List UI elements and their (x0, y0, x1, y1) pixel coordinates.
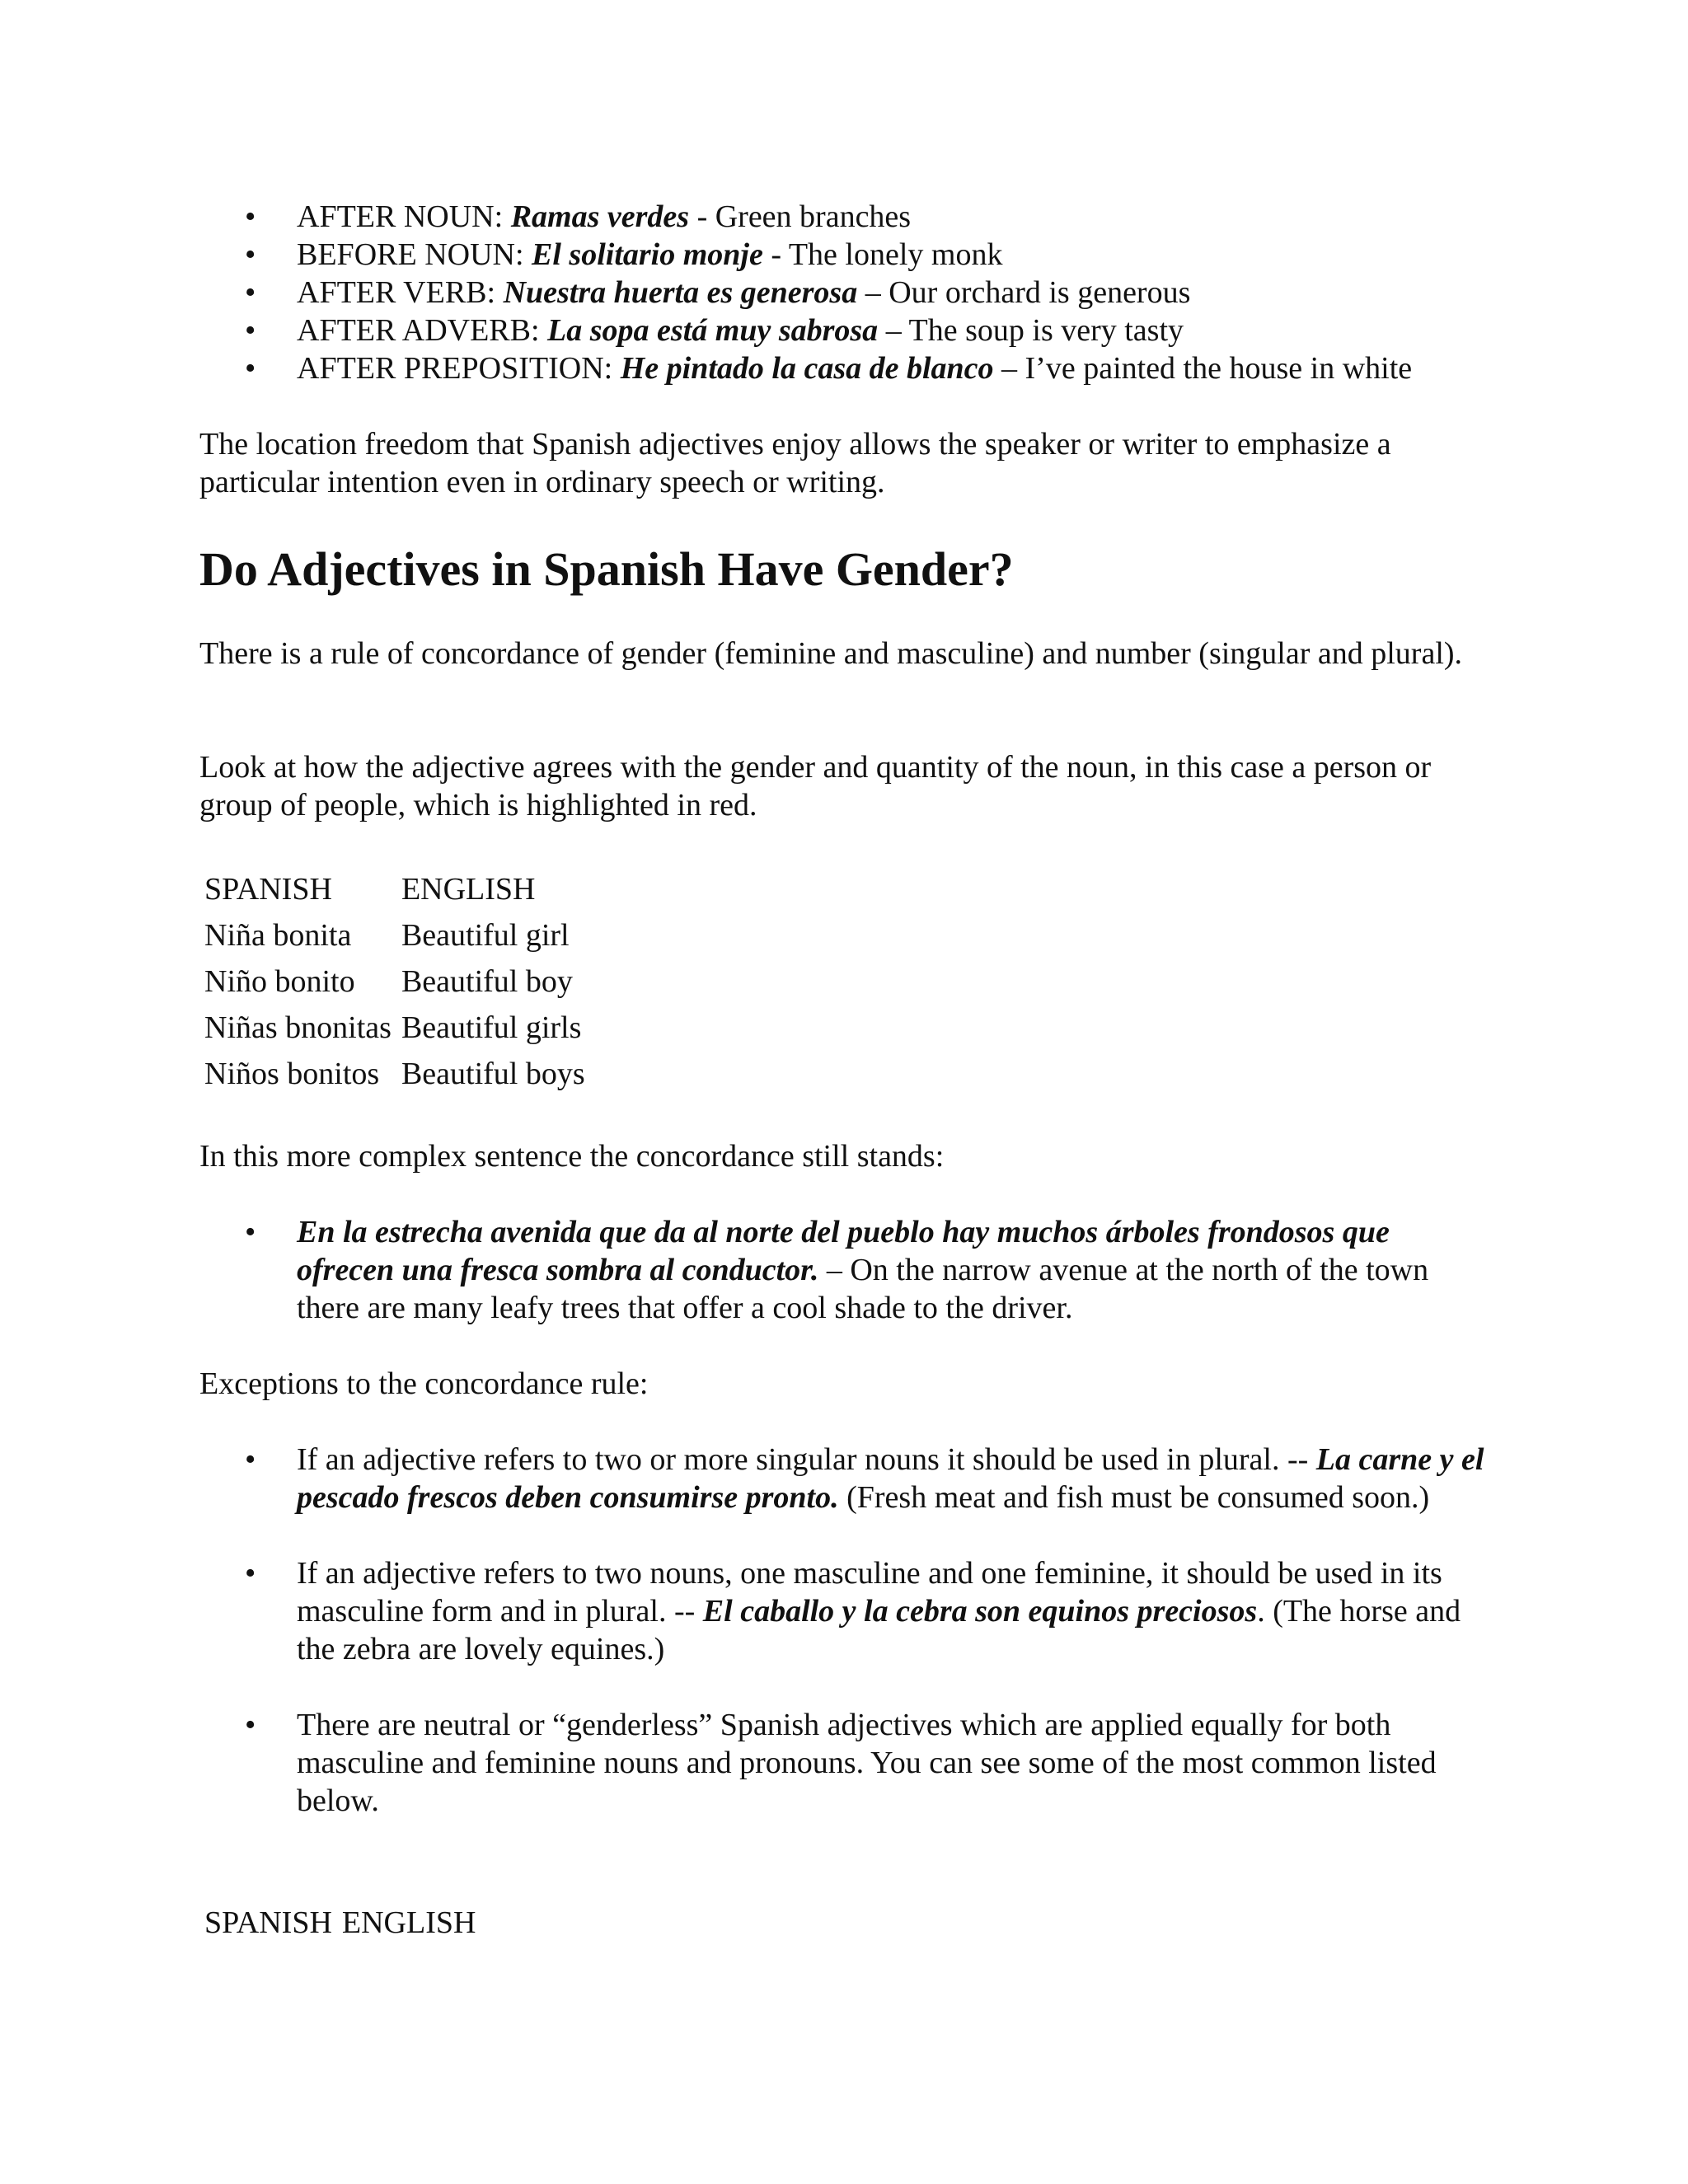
list-item-separator: – (993, 351, 1025, 386)
list-item-translation: The lonely monk (788, 237, 1003, 272)
list-item (199, 312, 1485, 349)
exception-note: (Fresh meat and fish must be consumed soon.) (838, 1480, 1430, 1515)
paragraph-complex-sentence: In this more complex sentence the concordance still stands: (199, 1139, 945, 1174)
table-row (199, 912, 590, 958)
exception-text: There are neutral or “genderless” Spanish adjectives which are applied equally for both masculine and feminine nouns and pronouns. You can see some of the most common listed below. (297, 1708, 1437, 1818)
table-cell-spanish: Niña bonita (204, 918, 352, 953)
section-heading: Do Adjectives in Spanish Have Gender? (199, 542, 1014, 596)
table-cell-spanish: Niño bonito (204, 964, 355, 999)
table-row (199, 1005, 590, 1051)
list-item (199, 1213, 1485, 1327)
table-cell-spanish: Niños bonitos (204, 1057, 380, 1091)
paragraph-concordance-rule: There is a rule of concordance of gender (feminine and masculine) and number (singular and plural). (199, 636, 1463, 671)
table-header-row (199, 1900, 481, 1946)
exception-example: El caballo y la cebra son equinos preciosos (702, 1594, 1258, 1629)
list-item (199, 198, 1485, 236)
list-item-example: He pintado la casa de blanco (620, 351, 994, 386)
list-item-label: AFTER NOUN: (297, 199, 511, 234)
list-item-example: Ramas verdes (510, 199, 690, 234)
list-item-example: El solitario monje (532, 237, 763, 272)
table-cell-english: Beautiful boys (401, 1057, 585, 1091)
table-row (199, 1051, 590, 1097)
list-item-example: La sopa está muy sabrosa (547, 313, 879, 348)
list-item-translation: I’ve painted the house in white (1025, 351, 1413, 386)
list-item (199, 349, 1485, 387)
table-row (199, 958, 590, 1005)
list-item-label: AFTER ADVERB: (297, 313, 548, 348)
adjective-agreement-table (199, 866, 590, 1097)
genderless-adjectives-table (199, 1900, 481, 1946)
position-list (199, 198, 1485, 387)
paragraph-location-freedom: The location freedom that Spanish adjectives enjoy allows the speaker or writer to emphasize a particular intention even in ordinary speech or writing. (199, 427, 1391, 499)
column-header-english: ENGLISH (401, 872, 536, 907)
table-cell-english: Beautiful girl (401, 918, 570, 953)
paragraph-agreement-note: Look at how the adjective agrees with the gender and quantity of the noun, in this case a person or group of people, which is highlighted in red. (199, 750, 1432, 823)
list-item-translation: Green branches (715, 199, 912, 234)
column-header-spanish: SPANISH (204, 872, 332, 907)
list-item-label: AFTER VERB: (297, 275, 504, 310)
table-cell-spanish: Niñas bnonitas (204, 1010, 392, 1045)
column-header-english: ENGLISH (341, 1905, 476, 1940)
list-item-separator: – (857, 275, 889, 310)
column-header-spanish: SPANISH (204, 1905, 332, 1940)
list-item-separator: – (878, 313, 909, 348)
list-item-example: Nuestra huerta es generosa (503, 275, 858, 310)
example-spanish: En la estrecha avenida que da al norte del pueblo hay muchos árboles frondosos que ofrecen una fresca sombra al conductor. (297, 1215, 1390, 1287)
exception-text: If an adjective refers to two or more singular nouns it should be used in plural. -- (297, 1442, 1316, 1477)
list-item (199, 1554, 1485, 1668)
list-item-translation: Our orchard is generous (889, 275, 1191, 310)
exception-text: If an adjective refers to two nouns, one masculine and one feminine, it should be used in its masculine form and in plural. -- (297, 1556, 1442, 1629)
table-header-row (199, 866, 590, 912)
list-item (199, 1706, 1485, 1820)
list-item (199, 274, 1485, 312)
example-translation: – On the narrow avenue at the north of the town there are many leafy trees that offer a cool shade to the driver. (297, 1253, 1429, 1325)
list-item-label: AFTER PREPOSITION: (297, 351, 621, 386)
table-cell-english: Beautiful boy (401, 964, 573, 999)
list-item-label: BEFORE NOUN: (297, 237, 532, 272)
paragraph-exceptions: Exceptions to the concordance rule: (199, 1366, 649, 1401)
list-item-translation: The soup is very tasty (908, 313, 1184, 348)
exception-example: La carne y el pescado frescos deben consumirse pronto. (297, 1442, 1484, 1515)
list-item (199, 236, 1485, 274)
complex-example-list (199, 1213, 1485, 1327)
table-cell-english: Beautiful girls (401, 1010, 582, 1045)
list-item (199, 1441, 1485, 1516)
exceptions-list (199, 1441, 1485, 1820)
list-item-separator: - (762, 237, 789, 272)
list-item-separator: - (689, 199, 715, 234)
exception-note: . (The horse and the zebra are lovely equines.) (297, 1594, 1461, 1666)
